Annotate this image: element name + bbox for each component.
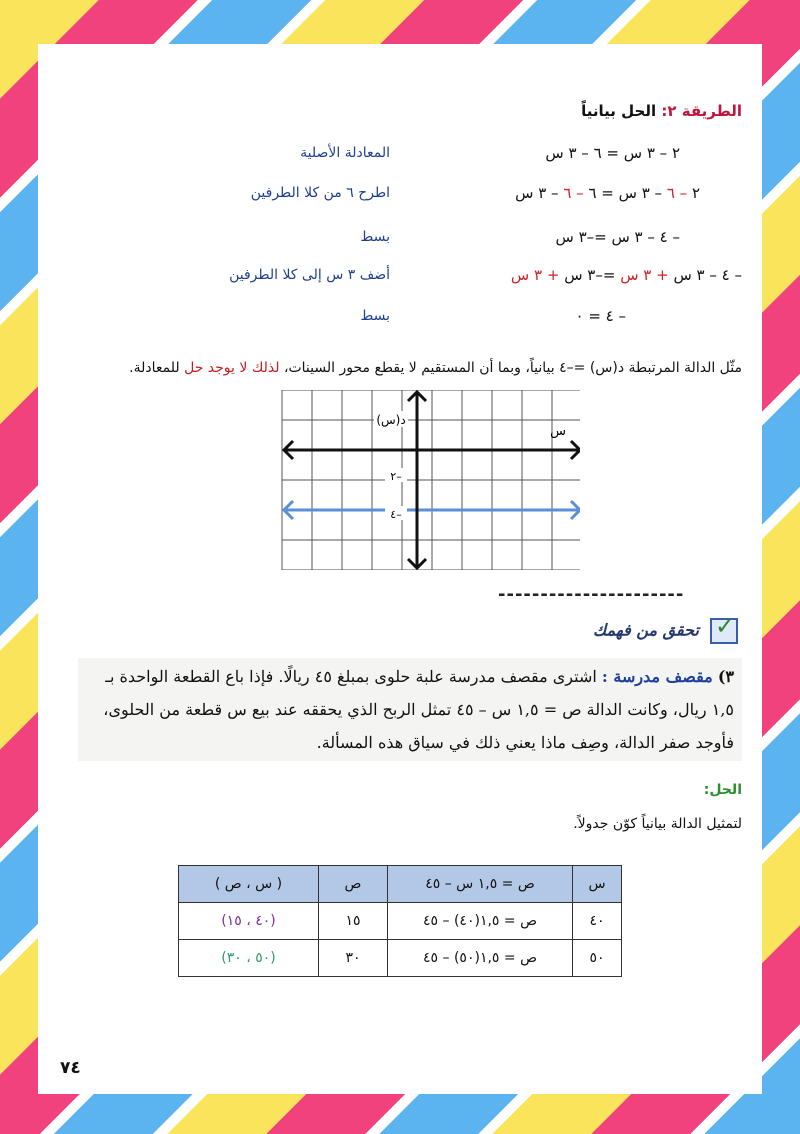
equation-segment: – ٣ س = ٦: [583, 184, 667, 202]
equation-segment: + ٣ س: [620, 266, 669, 284]
equation-segment: =–٣ س: [559, 266, 621, 284]
step-2-eq: [515, 184, 700, 202]
cell-x: ٤٠: [573, 903, 622, 940]
step-1-eq: [545, 144, 680, 162]
check-title: تحقق من فهمك: [593, 620, 699, 640]
tick-label-minus-2: ٢–: [390, 470, 402, 483]
solution-title: الحل:: [703, 782, 742, 798]
page: [38, 44, 762, 1094]
step-3-desc: بسط: [360, 229, 390, 245]
table-header-row: [179, 866, 622, 903]
y-axis-label: د(س): [376, 413, 406, 427]
cell-function: ص = ١,٥(٤٠) – ٤٥: [388, 903, 573, 940]
header-y: ص: [319, 866, 388, 903]
cell-point: (٥٠ ، ٣٠): [179, 940, 319, 977]
step-equation: [511, 266, 742, 284]
header-x: س: [573, 866, 622, 903]
x-axis-label: س: [550, 424, 566, 439]
method-title: الحل بيانياً: [581, 102, 657, 120]
equation-segment: – ٣ س: [515, 184, 564, 202]
method-label: الطريقة ٢:: [661, 102, 742, 120]
equation-segment: – ٤ – ٣ س =–٣ س: [555, 228, 680, 246]
equation-segment: – ٦: [666, 184, 688, 202]
step-5-eq: [575, 307, 626, 325]
cell-x: ٥٠: [573, 940, 622, 977]
step-4-desc: أضف ٣ س إلى كلا الطرفين: [229, 267, 390, 283]
section-divider: ----------------------: [498, 584, 685, 605]
solution-text: لتمثيل الدالة بيانياً كوّن جدولاً.: [573, 816, 742, 832]
equation-segment: ٢: [687, 184, 700, 202]
step-2-desc: اطرح ٦ من كلا الطرفين: [250, 185, 390, 201]
cell-y: ٣٠: [319, 940, 388, 977]
step-equation: [575, 307, 626, 325]
table-row: [179, 940, 622, 977]
step-equation: [545, 144, 680, 162]
step-equation: [555, 228, 680, 246]
checkmark-icon: ✓: [710, 618, 738, 644]
method-heading: [581, 102, 742, 120]
cell-point: (٤٠ ، ١٥): [179, 903, 319, 940]
problem-title: مقصف مدرسة :: [601, 667, 713, 686]
step-4-eq: [511, 266, 742, 284]
function-graph: [270, 390, 580, 570]
equation-segment: ٢ – ٣ س = ٦ – ٣ س: [545, 144, 680, 162]
check-understanding-banner: [593, 612, 738, 644]
step-3-eq: [555, 228, 680, 246]
no-solution-highlight: لذلك لا يوجد حل: [184, 360, 280, 376]
page-number: ٧٤: [60, 1058, 81, 1078]
equation-segment: – ٤ – ٣ س: [668, 266, 742, 284]
graph-grid: [282, 390, 580, 570]
step-equation: [515, 184, 700, 202]
step-5-desc: بسط: [360, 308, 390, 324]
problem-number: ٣): [717, 667, 734, 686]
cell-y: ١٥: [319, 903, 388, 940]
problem-text: اشترى مقصف مدرسة علبة حلوى بمبلغ ٤٥ ريالًا. فإذا باع القطعة الواحدة بـ ١,٥ ريال، وكانت الدالة ص = ١,٥ س – ٤٥ تمثل الربح الذي يحققه عند بيع س قطعة من الحلوى، فأوجد صفر الدالة، وصِف ماذا يعني ذلك في سياق هذه المسألة.: [103, 667, 734, 752]
header-point: ( س ، ص ): [179, 866, 319, 903]
values-table: [178, 865, 622, 977]
cell-function: ص = ١,٥(٥٠) – ٤٥: [388, 940, 573, 977]
equation-segment: – ٦: [563, 184, 584, 202]
graph-explanation: [54, 348, 742, 388]
equation-segment: + ٣ س: [510, 266, 560, 284]
explanation-text: مثّل الدالة المرتبطة د(س) =–٤ بيانياً، وبما أن المستقيم لا يقطع محور السينات،: [279, 360, 742, 376]
step-1-desc: المعادلة الأصلية: [300, 145, 390, 161]
problem-box: [78, 658, 742, 761]
table-row: [179, 903, 622, 940]
equation-segment: – ٤ = ٠: [575, 307, 626, 325]
header-function: ص = ١,٥ س – ٤٥: [388, 866, 573, 903]
tick-label-minus-4: ٤–: [390, 508, 402, 521]
explanation-end: للمعادلة.: [129, 360, 185, 376]
